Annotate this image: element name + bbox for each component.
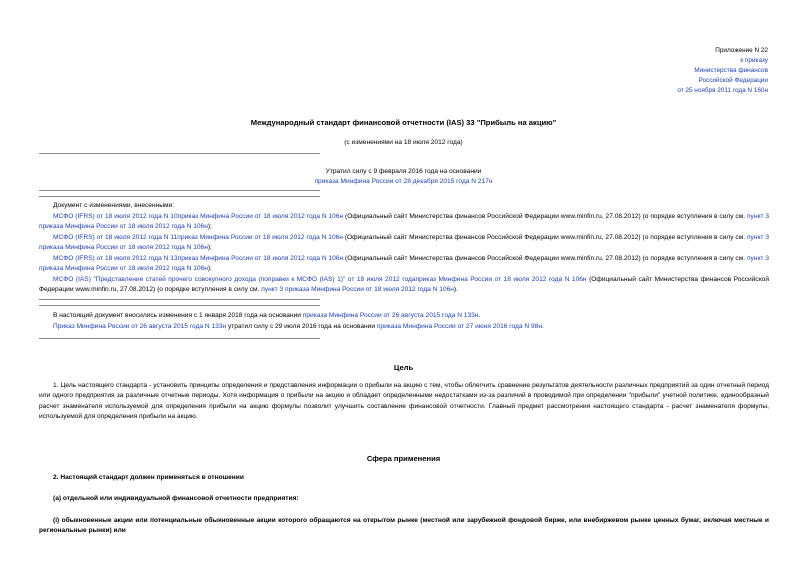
change-text: (Официальный сайт Министерства финансов Российской Федерации www.minfin.ru, 27.08.2012) (о порядке вступления в силу см. (342, 234, 747, 241)
lost-force-text: Утратил силу с 9 февраля 2016 года на основании (325, 168, 482, 175)
section-heading-goal: Цель (393, 363, 414, 372)
section-heading-scope: Сфера применения (366, 454, 441, 463)
changes-intro: Документ с изменениями, внесенными: (53, 202, 175, 209)
divider (39, 153, 320, 154)
appendix-ministry-link[interactable]: Министерства финансов (694, 67, 768, 74)
note-link[interactable]: приказа Минфина России от 26 августа 2015 года N 133н (302, 312, 479, 319)
appendix-number: Приложение N 22 (715, 47, 768, 54)
scope-paragraph-a: (a) отдельной или индивидуальной финансовой отчетности предприятия: (53, 495, 299, 502)
scope-paragraph-2: 2. Настоящий стандарт должен применяться в отношении (53, 474, 244, 481)
change-link[interactable]: приказ Минфина России от 18 июля 2012 года N 106н (415, 276, 587, 283)
note-link[interactable]: приказа Минфина России от 27 июня 2016 года N 98н (376, 323, 542, 330)
divider (39, 196, 320, 197)
change-item (39, 275, 769, 296)
lost-force-link[interactable]: приказа Минфина России от 28 декабря 2015 года N 217н (314, 178, 493, 185)
scope-paragraph-i: (i) обыкновенные акции или потенциальные обыкновенные акции которого обращаются на открытом рынке (местной или зарубежной фондовой бирже, или внебиржевом рынке ценных бумаг, включая местные и региональные рынки) или (39, 517, 769, 535)
change-text: (Официальный сайт Министерства финансов Российской Федерации www.minfin.ru, 27.08.2012) (о порядке вступления в силу см. (343, 213, 747, 220)
change-item (39, 233, 769, 254)
appendix-date-link[interactable]: от 25 ноября 2011 года N 160н (677, 87, 768, 94)
change-link[interactable]: МСФО (IFRS) от 18 июля 2012 года N 13 (53, 255, 178, 262)
change-link[interactable]: приказ Минфина России от 18 июля 2012 года N 106н (177, 234, 343, 241)
change-link[interactable]: приказ Минфина России от 18 июля 2012 года N 106н (177, 255, 344, 262)
change-link[interactable]: пункт 3 приказа Минфина России от 18 июля 2012 года N 106н (39, 234, 770, 252)
change-end: ). (453, 286, 458, 294)
change-end: ); (207, 265, 212, 273)
note-end: . (478, 312, 481, 319)
appendix-order-link[interactable]: к приказу (740, 57, 768, 64)
appendix-federation-link[interactable]: Российской Федерации (698, 77, 768, 84)
divider (39, 305, 320, 306)
divider (39, 190, 320, 191)
change-link[interactable]: МСФО (IFRS) от 18 июля 2012 года N 10 (53, 213, 178, 220)
change-link[interactable]: МСФО (IAS) "Представление статей прочего совокупного дохода (поправки к МСФО (IAS) 1)" от 18 июля 2012 года (53, 276, 416, 283)
note-text: утратил силу с 29 июля 2016 года на основании (226, 323, 377, 330)
change-link[interactable]: МСФО (IFRS) от 18 июля 2012 года N 11 (53, 234, 178, 241)
change-end: ); (207, 223, 212, 231)
note-link[interactable]: Приказ Минфина России от 26 августа 2015 года N 133н (53, 323, 227, 330)
change-link[interactable]: пункт 3 приказа Минфина России от 18 июля 2012 года N 106н (261, 286, 454, 294)
change-text: (Официальный сайт Министерства финансов Российской Федерации www.minfin.ru, 27.08.2012) (о порядке вступления в силу см. (39, 276, 770, 294)
document-title: Международный стандарт финансовой отчетности (IAS) 33 "Прибыль на акцию" (250, 118, 557, 127)
change-link[interactable]: пункт 3 приказа Минфина России от 18 июля 2012 года N 106н (39, 255, 769, 273)
note-text: В настоящий документ вносились изменения с 1 января 2018 года на основании (53, 312, 303, 319)
note-end: . (541, 323, 544, 330)
appendix-reference (677, 46, 768, 96)
change-item (39, 254, 769, 275)
goal-paragraph: 1. Цель настоящего стандарта - установить принципы определения и представления информации о прибыли на акцию с тем, чтобы облегчить сравнение результатов деятельности различных предприятий за один отчетный период или одного предприятия за различные отчетные периоды. Хотя информация о прибыли на акцию и обладает определенными недостатками из-за различий в проводимой при определении "прибыли" учетной политике, единообразный расчет знаменателя используемой для определения прибыли на акцию формулы позволит улучшить составление финансовой отчетности. Главный предмет рассмотрения настоящего стандарта - расчет знаменателя формулы, используемой для определения прибыли на акцию. (39, 382, 769, 420)
change-link[interactable]: пункт 3 приказа Минфина России от 18 июля 2012 года N 106н (39, 213, 769, 231)
document-subtitle: (с изменениями на 18 июля 2012 года) (344, 139, 463, 146)
note-item (39, 322, 769, 332)
divider (39, 338, 320, 339)
divider (39, 299, 320, 300)
change-end: ); (207, 244, 212, 252)
note-item (39, 311, 769, 321)
change-link[interactable]: приказ Минфина России от 18 июля 2012 года N 106н (177, 213, 344, 220)
change-item (39, 212, 769, 233)
change-text: (Официальный сайт Министерства финансов Российской Федерации www.minfin.ru, 27.08.2012) (о порядке вступления в силу см. (343, 255, 747, 262)
